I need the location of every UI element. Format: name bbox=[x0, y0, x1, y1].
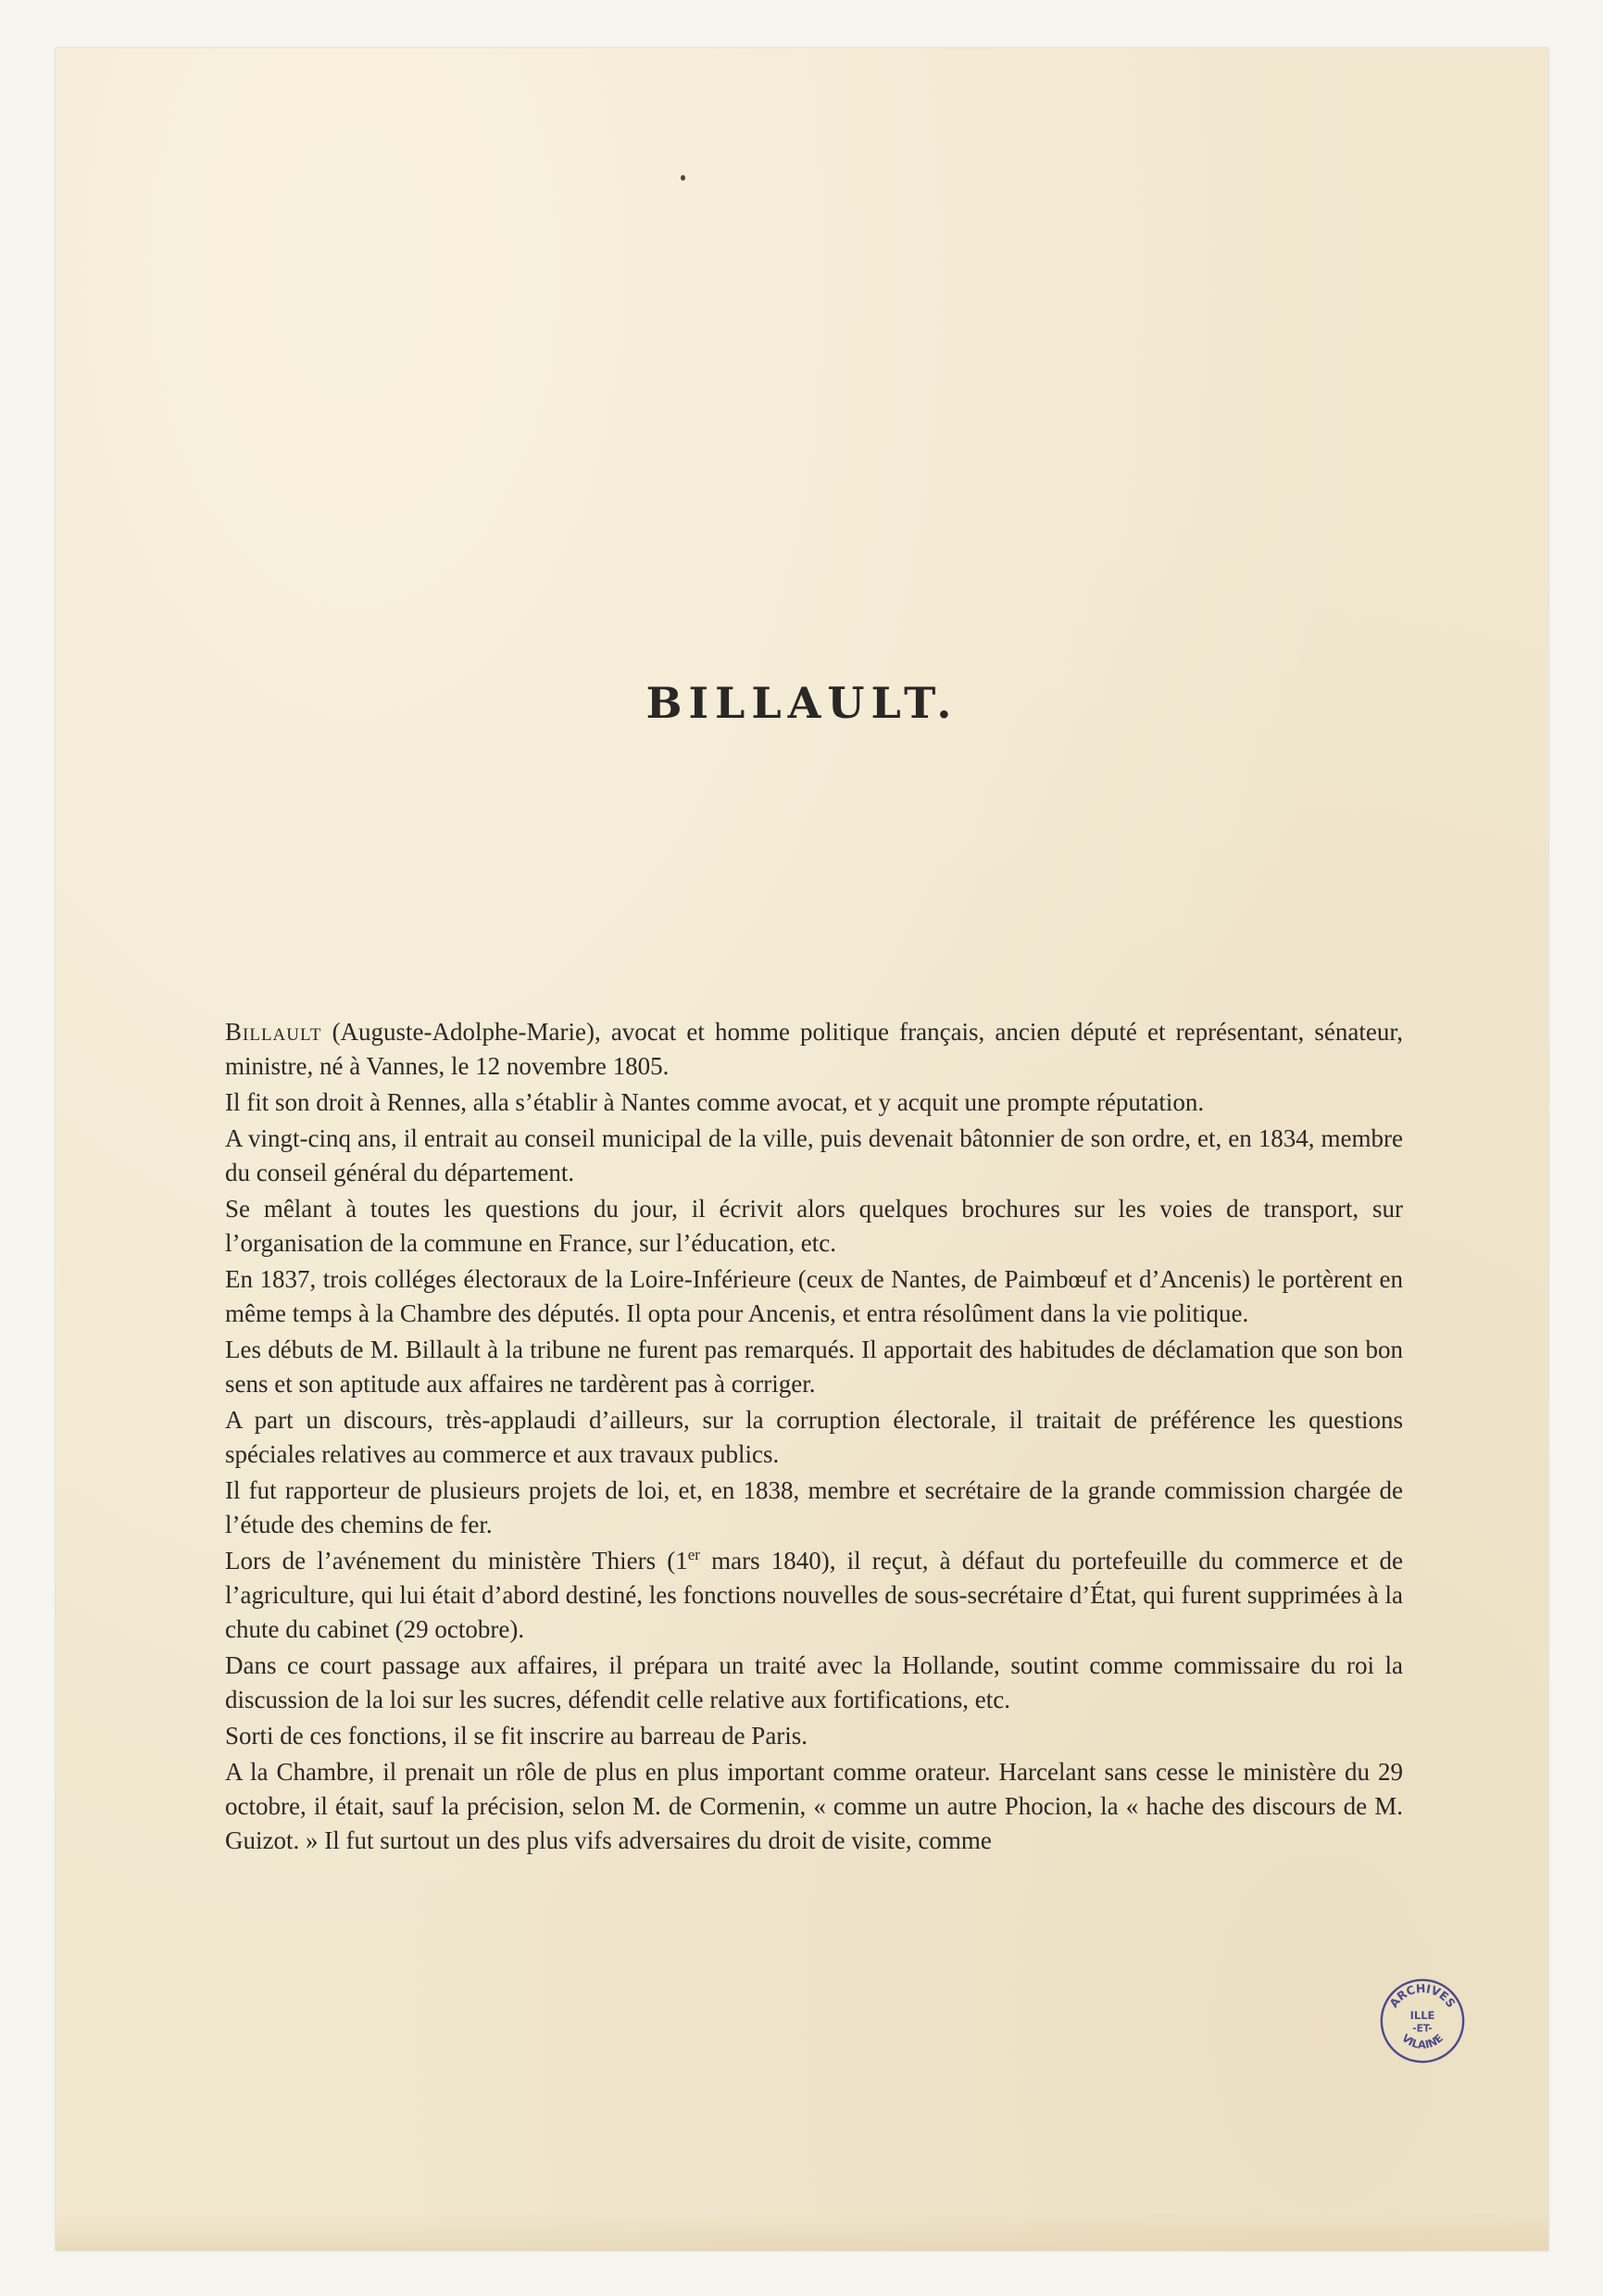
stamp-bottom-text: VILAINE bbox=[1399, 2031, 1446, 2051]
paragraph-11: Sorti de ces fonctions, il se fit inscrire au barreau de Paris. bbox=[225, 1722, 808, 1750]
paragraph-1 bbox=[225, 1015, 1403, 1084]
stamp-ille: ILLE bbox=[1409, 2009, 1435, 2023]
paragraph-9 bbox=[225, 1544, 1403, 1647]
paragraph-2: Il fit son droit à Rennes, alla s’établir à Nantes comme avocat, et y acquit une prompte réputation. bbox=[225, 1088, 1205, 1116]
paragraph-12: A la Chambre, il prenait un rôle de plus en plus important comme orateur. Harcelant sans cesse le ministère du 29 octobre, il était, sauf la précision, selon M. de Cormenin, « comme un autre Phocion, la « hache des discours de M. Guizot. » Il fut surtout un des plus vifs adversaires du droit de visite, comme bbox=[225, 1758, 1403, 1854]
paragraph-10: Dans ce court passage aux affaires, il prépara un traité avec la Hollande, soutint comme commissaire du roi la discussion de la loi sur les sucres, défendit celle relative aux fortifications, etc. bbox=[225, 1651, 1403, 1713]
stamp-et: -ET- bbox=[1412, 2023, 1433, 2035]
paragraph-8: Il fut rapporteur de plusieurs projets de loi, et, en 1838, membre et secrétaire de la grande commission chargée de l’étude des chemins de fer. bbox=[225, 1476, 1403, 1538]
archives-stamp bbox=[1378, 1976, 1467, 2065]
paragraph-7: A part un discours, très-applaudi d’ailleurs, sur la corruption électorale, il traitait de préférence les questions spéciales relatives au commerce et aux travaux publics. bbox=[225, 1406, 1403, 1468]
paragraph-text: mars 1840), il reçut, à défaut du portefeuille du commerce et de l’agriculture, qui lui était d’abord destiné, les fonctions nouvelles de sous-secrétaire d’État, qui furent supprimées à la chute du cabinet (29 octobre). bbox=[225, 1547, 1403, 1643]
paragraph-5: En 1837, trois colléges électoraux de la Loire-Inférieure (ceux de Nantes, de Paimbœuf et d’Ancenis) le portèrent en même temps à la Chambre des députés. Il opta pour Ancenis, et entra résolûment dans la vie politique. bbox=[225, 1265, 1403, 1327]
superscript: er bbox=[687, 1546, 700, 1563]
document-body bbox=[225, 1015, 1403, 1860]
entry-name: Billault bbox=[225, 1018, 322, 1046]
document-page bbox=[56, 48, 1548, 2251]
paragraph-text: (Auguste-Adolphe-Marie), avocat et homme politique français, ancien député et représentant, sénateur, ministre, né à Vannes, le 12 novembre 1805. bbox=[225, 1018, 1403, 1080]
paragraph-text: Lors de l’avénement du ministère Thiers (1 bbox=[225, 1547, 688, 1575]
document-title: BILLAULT. bbox=[645, 678, 958, 728]
stamp-top-text: ARCHIVES bbox=[1386, 1981, 1459, 2011]
paragraph-4: Se mêlant à toutes les questions du jour, il écrivit alors quelques brochures sur les voies de transport, sur l’organisation de la commune en France, sur l’éducation, etc. bbox=[225, 1195, 1403, 1257]
paragraph-3: A vingt-cinq ans, il entrait au conseil municipal de la ville, puis devenait bâtonnier de son ordre, et, en 1834, membre du conseil général du département. bbox=[225, 1124, 1403, 1186]
ink-speck bbox=[681, 175, 685, 181]
paragraph-6: Les débuts de M. Billault à la tribune ne furent pas remarqués. Il apportait des habitudes de déclamation que son bon sens et son aptitude aux affaires ne tardèrent pas à corriger. bbox=[225, 1336, 1403, 1398]
